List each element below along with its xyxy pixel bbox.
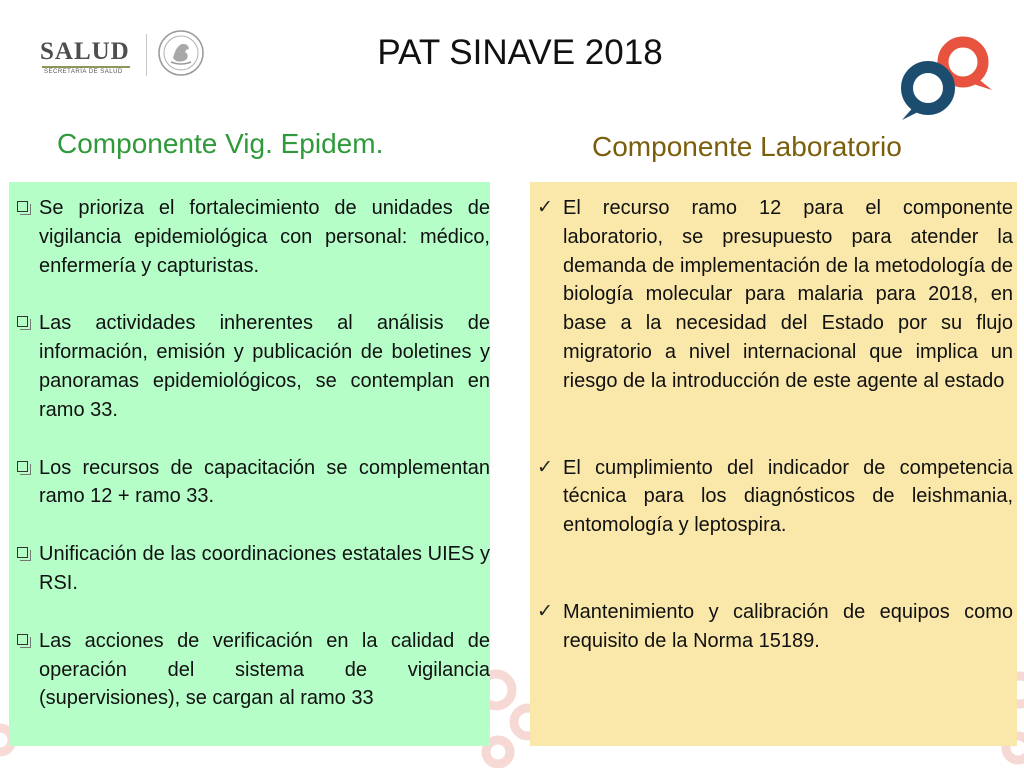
logo-divider	[146, 34, 147, 76]
page-title: PAT SINAVE 2018	[377, 33, 663, 72]
list-item-text: Las acciones de verificación en la calidad de operación del sistema de vigilancia (supervisiones), se cargan al ramo 33	[39, 629, 490, 710]
salud-subtitle: SECRETARÍA DE SALUD	[44, 69, 123, 75]
list-item	[9, 627, 490, 713]
checkmark-icon: ✓	[537, 600, 553, 622]
list-item	[9, 309, 490, 424]
vig-epidem-panel	[9, 182, 490, 746]
hollow-square-bullet-icon	[17, 201, 28, 212]
list-item-text: Las actividades inherentes al análisis de información, emisión y publicación de boletines y panoramas epidemiológicos, se contemplan en ramo 33.	[39, 312, 490, 421]
hollow-square-bullet-icon	[17, 461, 28, 472]
list-item	[9, 540, 490, 598]
list-item-text: Se prioriza el fortalecimiento de unidades de vigilancia epidemiológica con personal: médico, enfermería y capturistas.	[39, 197, 490, 277]
list-item-text: Unificación de las coordinaciones estatales UIES y RSI.	[39, 543, 490, 594]
hollow-square-bullet-icon	[17, 316, 28, 327]
list-item-text: El recurso ramo 12 para el componente laboratorio, se presupuesto para atender la demanda de implementación de la metodología de biología molecular para malaria para 2018, en base a la necesidad del Estado por su flujo migratorio a nivel internacional que implica un riesgo de la introducción de este agente al estado	[563, 197, 1013, 392]
checkmark-icon: ✓	[537, 197, 553, 218]
salud-wordmark: SALUD	[40, 38, 130, 65]
list-item	[9, 194, 490, 280]
list-item-text: El cumplimiento del indicador de competencia técnica para los diagnósticos de leishmania, entomología y leptospira.	[563, 456, 1013, 537]
mexican-coat-of-arms-icon	[156, 28, 206, 78]
right-column-heading: Componente Laboratorio	[592, 131, 902, 162]
list-item	[9, 454, 490, 512]
laboratorio-list	[530, 182, 1017, 656]
laboratorio-panel	[530, 182, 1017, 746]
hollow-square-bullet-icon	[17, 547, 28, 558]
list-item-text: Los recursos de capacitación se complementan ramo 12 + ramo 33.	[39, 456, 490, 508]
vig-epidem-list	[9, 182, 490, 713]
list-item-text: Mantenimiento y calibración de equipos como requisito de la Norma 15189.	[563, 600, 1013, 652]
list-item	[530, 454, 1013, 540]
list-item	[530, 598, 1013, 656]
left-column-heading: Componente Vig. Epidem.	[57, 128, 384, 159]
list-item	[530, 194, 1013, 396]
salud-logo-line	[42, 66, 130, 68]
hollow-square-bullet-icon	[17, 634, 28, 645]
salud-logo	[40, 38, 140, 75]
interlocking-speech-rings-icon	[896, 28, 998, 124]
checkmark-icon: ✓	[537, 456, 553, 478]
